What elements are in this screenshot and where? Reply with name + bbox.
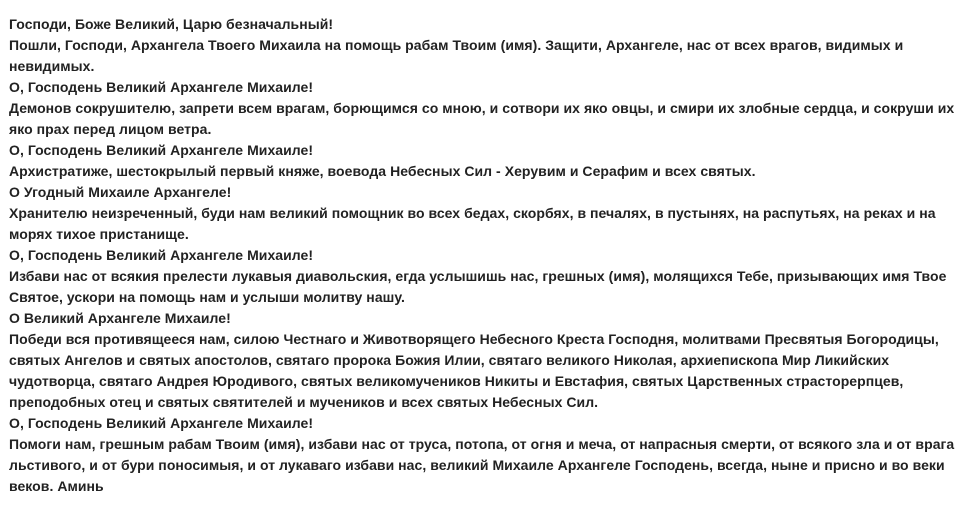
- prayer-paragraph: Избави нас от всякия прелести лукавыя диавольския, егда услышишь нас, грешных (имя), молящихся Тебе, призывающих имя Твое Святое, ускори на помощь нам и услыши молитву нашу.: [9, 268, 947, 305]
- prayer-invocation: О, Господень Великий Архангеле Михаиле!: [9, 247, 314, 263]
- prayer-invocation: О Великий Архангеле Михаиле!: [9, 310, 231, 326]
- prayer-invocation: О Угодный Михаиле Архангеле!: [9, 184, 232, 200]
- prayer-closing: Помоги нам, грешным рабам Твоим (имя), избави нас от труса, потопа, от огня и меча, от напрасныя смерти, от всякого зла и от врага льстивого, и от бури поносимыя, и от лукаваго избави нас, великий Михаиле Архангеле Господень, всегда, ныне и присно и во веки веков. Аминь: [9, 436, 955, 494]
- prayer-invocation: О, Господень Великий Архангеле Михаиле!: [9, 79, 314, 95]
- prayer-invocation: О, Господень Великий Архангеле Михаиле!: [9, 415, 314, 431]
- prayer-invocation: О, Господень Великий Архангеле Михаиле!: [9, 142, 314, 158]
- prayer-opening: Господи, Боже Великий, Царю безначальный!: [9, 16, 334, 32]
- prayer-paragraph: Победи вся противящееся нам, силою Честнаго и Животворящего Небесного Креста Господня, молитвами Пресвятыя Богородицы, святых Ангелов и святых апостолов, святаго пророка Божия Илии, святаго великого Николая, архиепископа Мир Ликийских чудотворца, святаго Андрея Юродивого, святых великомучеников Никиты и Евстафия, святых Царственных страсторерпцев, преподобных отец и святых святителей и мучеников и всех святых Небесных Сил.: [9, 331, 939, 410]
- prayer-paragraph: Пошли, Господи, Архангела Твоего Михаила на помощь рабам Твоим (имя). Защити, Архангеле, нас от всех врагов, видимых и невидимых.: [9, 37, 904, 74]
- prayer-paragraph: Хранителю неизреченный, буди нам великий помощник во всех бедах, скорбях, в печалях, в пустынях, на распутьях, на реках и на морях тихое пристанище.: [9, 205, 936, 242]
- prayer-paragraph: Демонов сокрушителю, запрети всем врагам, борющимся со мною, и сотвори их яко овцы, и смири их злобные сердца, и сокруши их яко прах перед лицом ветра.: [9, 100, 955, 137]
- prayer-paragraph: Архистратиже, шестокрылый первый княже, воевода Небесных Сил - Херувим и Серафим и всех святых.: [9, 163, 756, 179]
